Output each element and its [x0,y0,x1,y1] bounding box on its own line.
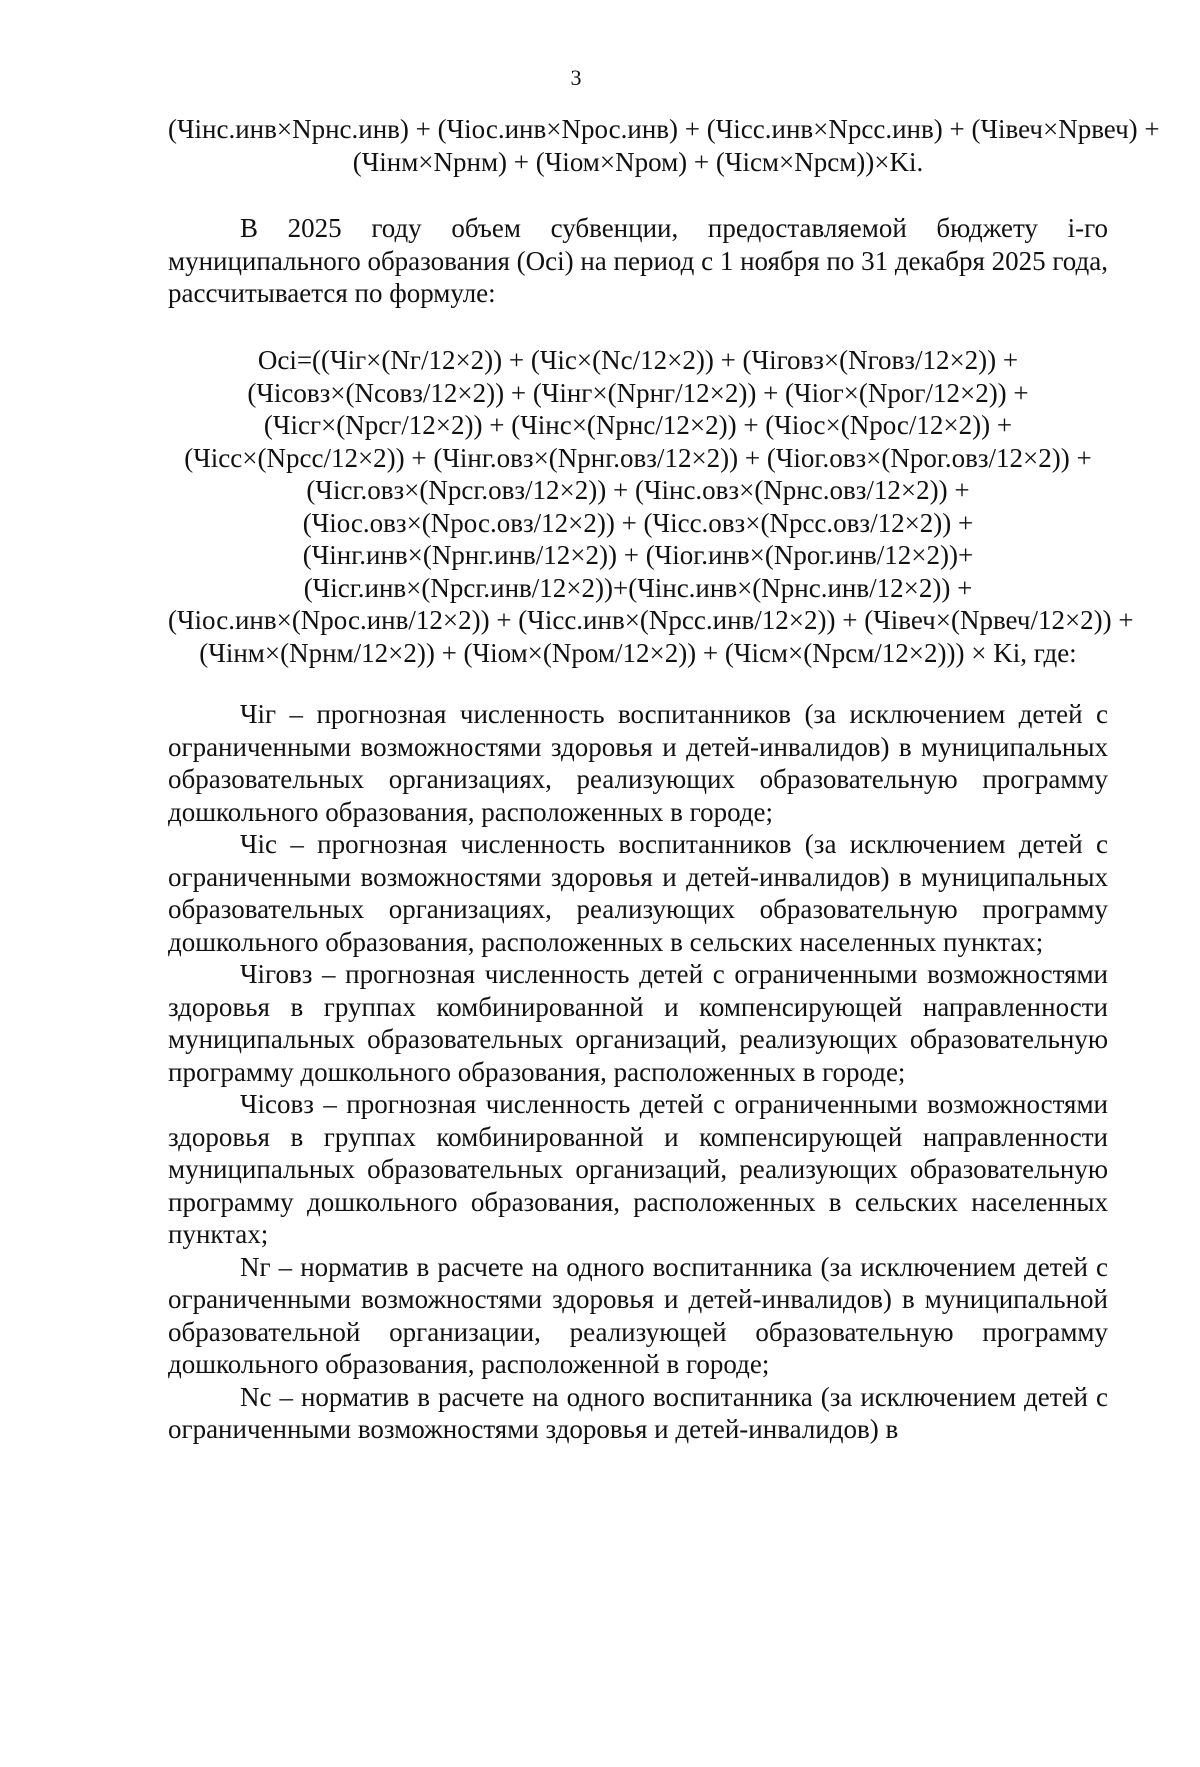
formula-line: (Чiсс×(Npсс/12×2)) + (Чiнг.овз×(Npнг.овз/12×2)) + (Чiог.овз×(Npог.овз/12×2)) + [184,442,1092,473]
formula-line: (Чiнс.инв×Npнс.инв) + (Чiос.инв×Npос.инв) + (Чiсс.инв×Npсс.инв) + (Чiвеч×Npвеч) + [168,114,1160,144]
main-formula [168,344,1134,669]
definitions-list [168,698,1108,1446]
definition-paragraph: Чiсовз – прогнозная численность детей с ограниченными возможностями здоровья в группах комбинированной и компенсирующей направленности муниципальных образовательных организаций, реализующих образовательную программу дошкольного образования, расположенных в сельских населенных пунктах; [168,1089,1108,1249]
definition-paragraph: Чiс – прогнозная численность воспитанников (за исключением детей с ограниченными возможностями здоровья и детей-инвалидов) в муниципальных образовательных организациях, реализующих образовательную программу дошкольного образования, расположенных в сельских населенных пунктах; [168,829,1108,957]
formula-line: (Чiнм×Npнм) + (Чiом×Npом) + (Чiсм×Npсм))×Ki. [352,146,924,177]
definition-paragraph: Чiговз – прогнозная численность детей с ограниченными возможностями здоровья в группах комбинированной и компенсирующей направленности муниципальных образовательных организаций, реализующих образовательную программу дошкольного образования, расположенных в городе; [168,959,1108,1087]
formula-line: (Чiсг.инв×(Npсг.инв/12×2))+(Чiнс.инв×(Npнс.инв/12×2)) + [303,572,973,603]
formula-continuation [168,113,1160,178]
formula-line: (Чiсовз×(Nсовз/12×2)) + (Чiнг×(Npнг/12×2)) + (Чiог×(Npог/12×2)) + [247,377,1029,408]
formula-line: (Чiнг.инв×(Npнг.инв/12×2)) + (Чiог.инв×(Npог.инв/12×2))+ [302,540,974,570]
formula-line: (Чiсг.овз×(Npсг.овз/12×2)) + (Чiнс.овз×(Npнс.овз/12×2)) + [306,475,970,505]
definition-paragraph: Nг – норматив в расчете на одного воспитанника (за исключением детей с ограниченными возможностями здоровья и детей-инвалидов) в муниципальной образовательной организации, реализующей образовательную программу дошкольного образования, расположенной в городе; [168,1251,1108,1379]
formula-line: (Чiнм×(Npнм/12×2)) + (Чiом×(Npом/12×2)) + (Чiсм×(Npсм/12×2))) × Ki, где: [199,637,1077,668]
formula-line: Oci=((Чiг×(Nг/12×2)) + (Чiс×(Nс/12×2)) + (Чiговз×(Nговз/12×2)) + [257,345,1019,375]
formula-line: (Чiос.овз×(Npос.овз/12×2)) + (Чiсс.овз×(Npсс.овз/12×2)) + [302,507,974,538]
page-number: 3 [570,65,582,90]
intro-paragraph: В 2025 году объем субвенции, предоставляемой бюджету i-го муниципального образования (Oci) на период с 1 ноября по 31 декабря 2025 года, рассчитывается по формуле: [168,213,1108,308]
definition-paragraph: Nс – норматив в расчете на одного воспитанника (за исключением детей с ограниченными возможностями здоровья и детей-инвалидов) в [168,1381,1108,1444]
formula-line: (Чiос.инв×(Npос.инв/12×2)) + (Чiсс.инв×(Npсс.инв/12×2)) + (Чiвеч×(Npвеч/12×2)) + [168,605,1134,635]
definition-paragraph: Чiг – прогнозная численность воспитанников (за исключением детей с ограниченными возможностями здоровья и детей-инвалидов) в муниципальных образовательных организациях, реализующих образовательную программу дошкольного образования, расположенных в городе; [168,699,1108,827]
intro-section [168,212,1108,310]
formula-line: (Чiсг×(Npсг/12×2)) + (Чiнс×(Npнс/12×2)) + (Чiос×(Npос/12×2)) + [263,410,1013,440]
